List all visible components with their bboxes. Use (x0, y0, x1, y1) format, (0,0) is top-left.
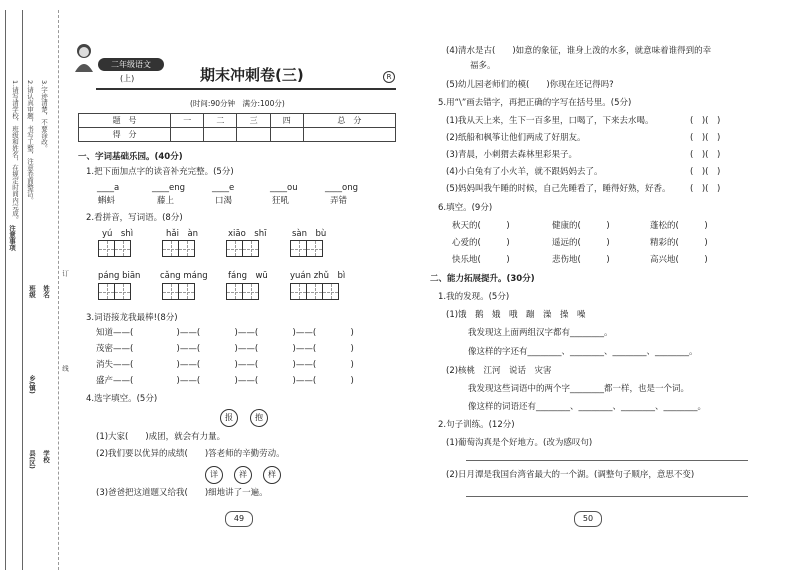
question-text: 6.填空。(9分) (438, 203, 493, 213)
char-choice: 报 (220, 409, 238, 427)
question-text: 1.我的发现。(5分) (438, 292, 510, 302)
pinyin-blank[interactable]: ____ou (270, 183, 298, 193)
answer-line[interactable] (466, 496, 748, 497)
score-header-cell: 二 (204, 114, 237, 128)
chain-link[interactable]: )——( (168, 344, 201, 354)
sentence-text: (2)我们要以优异的成绩( )答老师的辛勤劳动。 (96, 449, 285, 459)
correction-line: (3)青晨，小刺猬去森林里彩果子。 (446, 150, 578, 160)
question-text: 3.词语接龙我最棒!(8分) (86, 313, 178, 323)
sentence-text: 福多。 (470, 61, 496, 71)
writing-grid[interactable] (290, 240, 322, 257)
chain-start: 茂密——( (96, 344, 134, 354)
cut-mark: 线 (61, 365, 69, 372)
registered-mark: R (383, 71, 395, 83)
pinyin-label: hǎi àn (166, 229, 199, 239)
score-header-cell: 四 (270, 114, 303, 128)
sentence-text: (2)日月潭是我国台湾省最大的一个湖。(调整句子顺序，意思不变) (446, 470, 695, 480)
word-group: (2)核桃 江河 说话 灾害 (446, 366, 552, 376)
writing-grid[interactable] (226, 240, 258, 257)
char-choice: 祥 (234, 466, 252, 484)
chain-start: 知道——( (96, 328, 134, 338)
notice-label: 注意事项 (8, 225, 16, 251)
word-item: 藤上 (157, 196, 175, 206)
chain-link[interactable]: ) (342, 328, 354, 338)
score-input-cell[interactable] (270, 128, 303, 142)
section-title: 一、字词基础乐园。(40分) (78, 152, 183, 162)
chain-link[interactable]: )——( (284, 344, 317, 354)
score-header-cell: 一 (171, 114, 204, 128)
notice-line: 2.请认真审题，书写工整，注意卷面整洁。 (26, 80, 34, 204)
correction-line: (2)纸船和枫筝让他们两成了好朋友。 (446, 133, 586, 143)
chain-link[interactable]: )——( (168, 376, 201, 386)
pinyin-blank[interactable]: ____e (212, 183, 235, 193)
sentence-text: (4)清水是古( )如意的象征，谁身上泼的水多，就意味着谁得到的幸 (446, 46, 712, 56)
word-item: 口渴 (215, 196, 233, 206)
answer-parens[interactable]: ( )( ) (690, 150, 721, 160)
chain-link[interactable]: )——( (168, 360, 201, 370)
fill-item[interactable]: 快乐地( ) (452, 255, 510, 265)
word-item: 弄错 (330, 196, 348, 206)
pinyin-label: cǎng máng (160, 271, 208, 281)
pinyin-blank[interactable]: ____ong (325, 183, 358, 193)
answer-parens[interactable]: ( )( ) (690, 133, 721, 143)
fill-sentence[interactable]: 像这样的词语还有________、________、________、________。 (468, 402, 707, 412)
char-choice: 样 (263, 466, 281, 484)
cut-line (58, 10, 59, 570)
field-school-label: 学校 (42, 450, 50, 463)
question-text: 5.用“\”画去错字，再把正确的字写在括号里。(5分) (438, 98, 632, 108)
score-input-cell[interactable] (303, 128, 395, 142)
chain-link[interactable]: ) (342, 360, 354, 370)
volume-label: (上) (120, 74, 135, 83)
score-input-cell[interactable] (171, 128, 204, 142)
chain-link[interactable]: )——( (168, 328, 201, 338)
sentence-text: (3)爸爸把这道题又给我( )细地讲了一遍。 (96, 488, 268, 498)
strip-border-left (5, 10, 6, 570)
question-text: 2.看拼音，写词语。(8分) (86, 213, 183, 223)
correction-line: (1)我从天上来，生下一百多里，口喝了，下来去水喝。 (446, 116, 654, 126)
field-name-label: 姓名 (42, 285, 50, 298)
pinyin-blank[interactable]: ____eng (152, 183, 186, 193)
fill-item[interactable]: 悲伤地( ) (552, 255, 610, 265)
score-table (78, 113, 396, 142)
answer-parens[interactable]: ( )( ) (690, 116, 721, 126)
answer-parens[interactable]: ( )( ) (690, 167, 721, 177)
chain-link[interactable]: )——( (226, 328, 259, 338)
writing-grid[interactable] (98, 240, 130, 257)
binding-strip (0, 0, 68, 580)
chain-start: 消失——( (96, 360, 134, 370)
correction-line: (4)小白兔有了小火羊，就不跟妈妈去了。 (446, 167, 603, 177)
writing-grid[interactable] (162, 240, 194, 257)
writing-grid[interactable] (290, 283, 338, 300)
fill-item[interactable]: 蓬松的( ) (650, 221, 708, 231)
fill-sentence[interactable]: 我发现这上面两组汉字都有________。 (468, 328, 613, 338)
fill-item[interactable]: 心爱的( ) (452, 238, 510, 248)
chain-link[interactable]: )——( (284, 376, 317, 386)
cut-mark: 订 (61, 270, 69, 277)
fill-item[interactable]: 健康的( ) (552, 221, 610, 231)
chain-link[interactable]: )——( (226, 360, 259, 370)
word-item: 蝌蚪 (98, 196, 116, 206)
sentence-text: (5)幼儿园老师们的模( )你现在还记得吗? (446, 80, 614, 90)
chain-link[interactable]: )——( (226, 376, 259, 386)
answer-line[interactable] (466, 460, 748, 461)
header-rule (96, 88, 396, 90)
page-title: 期末冲刺卷(三) (200, 66, 304, 84)
pinyin-label: fáng wū (228, 271, 268, 281)
chain-start: 盛产——( (96, 376, 134, 386)
sentence-text: (1)葡萄沟真是个好地方。(改为感叹句) (446, 438, 593, 448)
fill-item[interactable]: 高兴地( ) (650, 255, 708, 265)
notice-line: 1.请写清学校、班级和姓名，在规定时间内完成。 (11, 80, 19, 223)
field-town-label: 乡(镇) (28, 375, 36, 394)
score-header-cell: 题 号 (79, 114, 171, 128)
section-title: 二、能力拓展提升。(30分) (430, 274, 535, 284)
pinyin-label: sàn bù (292, 229, 327, 239)
page-number: 49 (225, 511, 253, 527)
char-choice: 抱 (250, 409, 268, 427)
writing-grid[interactable] (226, 283, 258, 300)
grade-badge: 二年级语文 (98, 58, 164, 71)
chain-link[interactable]: ) (342, 376, 354, 386)
pinyin-label: xiāo shī (228, 229, 267, 239)
chain-link[interactable]: )——( (284, 360, 317, 370)
chain-link[interactable]: )——( (284, 328, 317, 338)
fill-item[interactable]: 遥远的( ) (552, 238, 610, 248)
question-text: 1.把下面加点字的读音补充完整。(5分) (86, 167, 234, 177)
pinyin-blank[interactable]: ____a (97, 183, 120, 193)
pinyin-label: yú shì (102, 229, 134, 239)
char-group: (1)饿 鹅 娥 哦 蹦 澡 操 噪 (446, 310, 586, 320)
writing-grid[interactable] (98, 283, 130, 300)
pinyin-label: páng biān (98, 271, 141, 281)
fill-sentence[interactable]: 我发现这些词语中的两个字________都一样，也是一个词。 (468, 384, 690, 394)
char-choice: 详 (205, 466, 223, 484)
writing-grid[interactable] (162, 283, 194, 300)
mascot-icon (72, 42, 96, 72)
score-input-cell[interactable] (237, 128, 270, 142)
notice-line: 3.字迹清楚，不要涂改。 (40, 80, 48, 152)
field-class-label: 班级 (28, 285, 36, 298)
sentence-text: (1)大家( )成团，就会有力量。 (96, 432, 226, 442)
chain-link[interactable]: )——( (226, 344, 259, 354)
score-label-cell: 得 分 (79, 128, 171, 142)
score-input-cell[interactable] (204, 128, 237, 142)
field-county-label: 县(区) (28, 450, 36, 469)
pinyin-label: yuán zhǔ bì (290, 271, 346, 281)
score-header-cell: 三 (237, 114, 270, 128)
question-text: 2.句子训练。(12分) (438, 420, 515, 430)
score-header-cell: 总 分 (303, 114, 395, 128)
question-text: 4.选字填空。(5分) (86, 394, 158, 404)
page-number: 50 (574, 511, 602, 527)
time-info: (时间:90分钟 满分:100分) (190, 99, 285, 108)
fill-sentence[interactable]: 像这样的字还有________、________、________、________。 (468, 347, 698, 357)
word-item: 狂吼 (272, 196, 290, 206)
strip-border-inner (22, 10, 23, 570)
answer-parens[interactable]: ( )( ) (690, 184, 721, 194)
fill-item[interactable]: 秋天的( ) (452, 221, 510, 231)
correction-line: (5)妈妈叫我午睡的时候，自己先睡看了，睡得好熟，好香。 (446, 184, 671, 194)
fill-item[interactable]: 精彩的( ) (650, 238, 708, 248)
chain-link[interactable]: ) (342, 344, 354, 354)
